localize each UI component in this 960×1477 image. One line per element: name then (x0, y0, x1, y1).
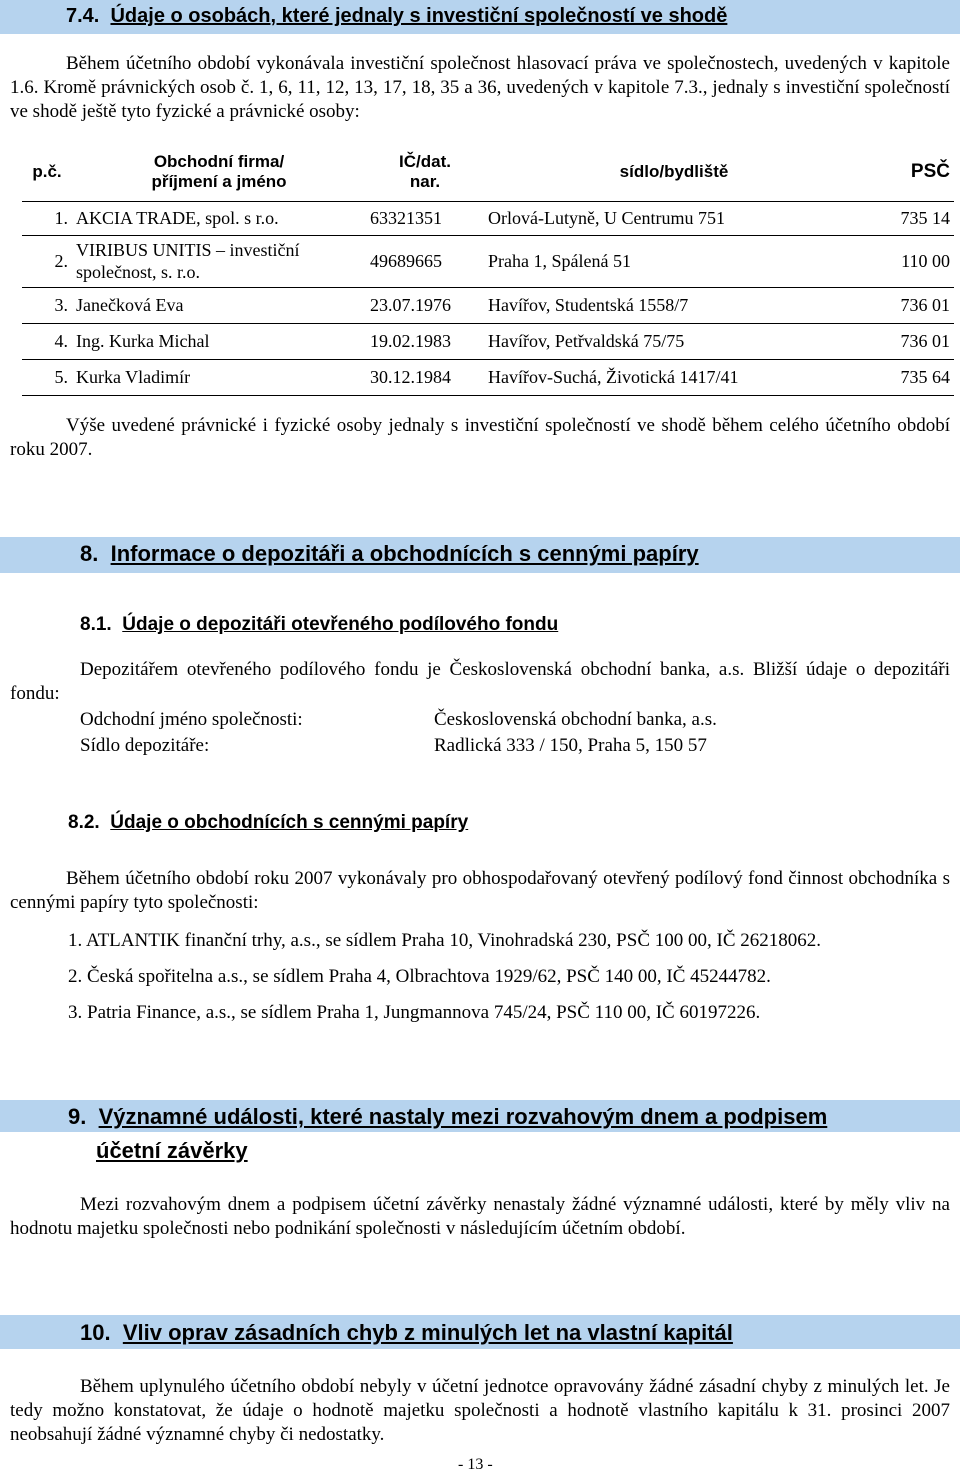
table-header-row (22, 143, 954, 201)
section-number: 8. (80, 541, 99, 566)
row-num: 4. (22, 323, 72, 359)
row-psc: 736 01 (864, 323, 954, 359)
section-number: 7.4. (66, 5, 100, 27)
row-ic: 23.07.1976 (366, 287, 484, 323)
table-row (22, 359, 954, 395)
row-psc: 110 00 (864, 235, 954, 287)
row-address: Havířov, Studentská 1558/7 (484, 287, 864, 323)
row-num: 5. (22, 359, 72, 395)
section-number: 8.2. (68, 812, 100, 833)
section-8-2-text (10, 867, 950, 915)
section-7-4-heading (66, 5, 727, 28)
header-num: p.č. (22, 143, 72, 201)
section-number: 9. (68, 1104, 87, 1129)
section-title: Vliv oprav zásadních chyb z minulých let na vlastní kapitál (122, 1320, 733, 1345)
row-address: Havířov-Suchá, Životická 1417/41 (484, 359, 864, 395)
row-name: Kurka Vladimír (72, 359, 366, 395)
section-title: účetní závěrky (96, 1138, 248, 1163)
row-num: 1. (22, 201, 72, 235)
section-8-2-heading (68, 812, 468, 834)
table-row (22, 201, 954, 235)
section-title: Významné události, které nastaly mezi rozvahovým dnem a podpisem (98, 1104, 828, 1129)
intro-text: Během účetního období vykonávala investiční společnost hlasovací práva ve společnostech, uvedených v kapitole 1.6. Kromě právnických osob č. 1, 6, 11, 12, 13, 17, 18, 35 a 36, uvedených v kapitole 7.3., jednaly s investiční společností ve shodě ještě tyto fyzické a právnické osoby: (10, 53, 950, 122)
row-num: 3. (22, 287, 72, 323)
header-name: Obchodní firma/ příjmení a jméno (72, 143, 366, 201)
section-8-1-text (10, 658, 950, 706)
section-7-4-intro (10, 52, 950, 124)
depositary-name-value: Československá obchodní banka, a.s. (434, 709, 717, 730)
depositary-name-label: Odchodní jméno společnosti: (80, 709, 303, 730)
table-row (22, 235, 954, 287)
row-psc: 735 64 (864, 359, 954, 395)
section-9-text (10, 1193, 950, 1241)
broker-item: 1. ATLANTIK finanční trhy, a.s., se sídlem Praha 10, Vinohradská 230, PSČ 100 00, IČ 26218062. (68, 930, 821, 951)
page-number: - 13 - (458, 1456, 493, 1473)
row-ic: 30.12.1984 (366, 359, 484, 395)
brokers-text: Během účetního období roku 2007 vykonávaly pro obhospodařovaný otevřený podílový fond činnost obchodníka s cennými papíry tyto společnosti: (10, 868, 950, 913)
row-psc: 736 01 (864, 287, 954, 323)
broker-item: 3. Patria Finance, a.s., se sídlem Praha 1, Jungmannova 745/24, PSČ 110 00, IČ 60197226. (68, 1002, 761, 1023)
section-title: Informace o depozitáři a obchodnících s cennými papíry (110, 541, 699, 566)
section-title: Údaje o depozitáři otevřeného podílového fondu (122, 614, 559, 635)
section-8-heading (80, 541, 699, 567)
row-name: VIRIBUS UNITIS – investiční společnost, s. r.o. (72, 235, 366, 287)
row-address: Praha 1, Spálená 51 (484, 235, 864, 287)
events-text: Mezi rozvahovým dnem a podpisem účetní závěrky nenastaly žádné významné události, které by měly vliv na hodnotu majetku společnosti nebo podnikání společnosti v následujícím účetním období. (10, 1194, 950, 1239)
row-ic: 63321351 (366, 201, 484, 235)
row-name: Ing. Kurka Michal (72, 323, 366, 359)
broker-item: 2. Česká spořitelna a.s., se sídlem Praha 4, Olbrachtova 1929/62, PSČ 140 00, IČ 45244782. (68, 966, 771, 987)
corrections-text: Během uplynulého účetního období nebyly v účetní jednotce opravovány žádné zásadní chyby z minulých let. Je tedy možno konstatovat, že údaje o hodnotě majetku společnosti a hodnotě vlastního kapitálu k 31. prosinci 2007 neobsahují žádné významné chyby či nedostatky. (10, 1376, 950, 1445)
persons-table (22, 143, 954, 396)
section-number: 10. (80, 1320, 111, 1345)
row-name: Janečková Eva (72, 287, 366, 323)
table-row (22, 323, 954, 359)
depositary-seat-value: Radlická 333 / 150, Praha 5, 150 57 (434, 735, 707, 756)
header-address: sídlo/bydliště (484, 143, 864, 201)
row-address: Orlová-Lutyně, U Centrumu 751 (484, 201, 864, 235)
row-ic: 49689665 (366, 235, 484, 287)
section-title: Údaje o osobách, které jednaly s investiční společností ve shodě (110, 5, 728, 27)
section-7-4-closing (10, 414, 950, 462)
section-8-1-heading (80, 614, 558, 636)
closing-text: Výše uvedené právnické i fyzické osoby jednaly s investiční společností ve shodě během celého účetního období roku 2007. (10, 415, 950, 460)
header-psc: PSČ (864, 143, 954, 201)
row-num: 2. (22, 235, 72, 287)
section-10-heading (80, 1320, 733, 1346)
row-address: Havířov, Petřvaldská 75/75 (484, 323, 864, 359)
section-9-heading-line2 (96, 1138, 248, 1164)
table-row (22, 287, 954, 323)
row-psc: 735 14 (864, 201, 954, 235)
row-name: AKCIA TRADE, spol. s r.o. (72, 201, 366, 235)
depositary-seat-label: Sídlo depozitáře: (80, 735, 210, 756)
section-number: 8.1. (80, 614, 112, 635)
depositary-text: Depozitářem otevřeného podílového fondu je Československá obchodní banka, a.s. Bližší údaje o depozitáři fondu: (10, 659, 950, 704)
section-9-heading (68, 1104, 827, 1130)
header-ic: IČ/dat. nar. (366, 143, 484, 201)
row-ic: 19.02.1983 (366, 323, 484, 359)
section-title: Údaje o obchodnících s cennými papíry (110, 812, 469, 833)
section-10-text (10, 1375, 950, 1447)
